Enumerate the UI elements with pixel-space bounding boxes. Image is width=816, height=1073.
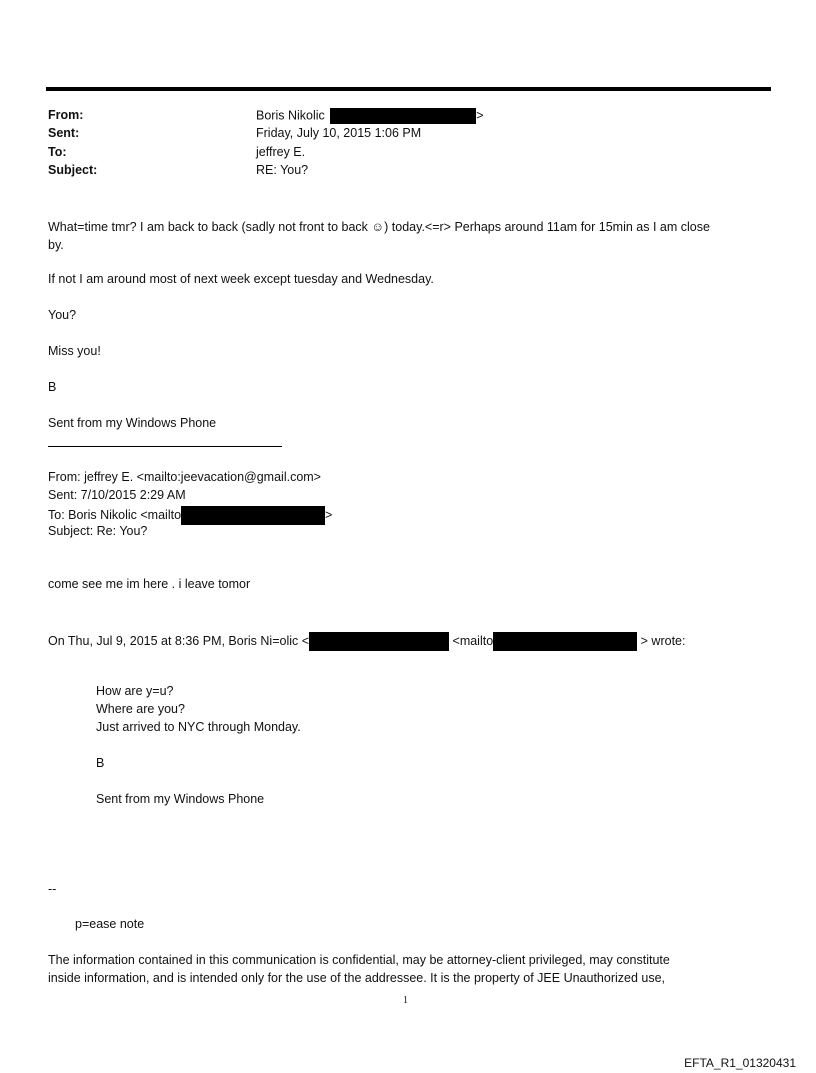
quoted-to-trail: > [325,507,333,522]
inner-line-1: How are y=u? [96,684,174,698]
wrote-mid: <mailto [452,633,494,648]
quoted-subject: Subject: Re: You? [48,524,148,538]
inner-line-2: Where are you? [96,702,185,716]
signature-note: p=ease note [75,917,145,931]
top-rule [46,87,771,91]
redaction-block [309,632,449,651]
wrote-prefix: On Thu, Jul 9, 2015 at 8:36 PM, Boris Ni=olic < [48,633,310,648]
sent-label: Sent: [48,126,80,140]
page-number: 1 [403,995,408,1006]
redaction-block [181,506,325,525]
to-label: To: [48,145,67,159]
redaction-block [330,108,476,124]
quoted-message: come see me im here . i leave tomor [48,577,251,591]
inner-signoff: B [96,756,105,770]
subject-label: Subject: [48,163,98,177]
body-line-3: You? [48,308,77,322]
inner-line-3: Just arrived to NYC through Monday. [96,720,301,734]
from-label: From: [48,108,84,122]
from-name: Boris Nikolic [256,108,325,123]
body-line-1b: by. [48,238,64,252]
document-id: EFTA_R1_01320431 [684,1056,796,1070]
quoted-to-prefix: To: Boris Nikolic <mailto [48,507,182,522]
sent-value: Friday, July 10, 2015 1:06 PM [256,126,422,140]
to-value: jeffrey E. [256,145,306,159]
body-line-2: If not I am around most of next week except tuesday and Wednesday. [48,272,434,286]
body-sent-from: Sent from my Windows Phone [48,416,217,430]
from-value [256,108,484,124]
subject-value: RE: You? [256,163,309,177]
wrote-suffix: > wrote: [640,633,686,648]
disclaimer-line-2: inside information, and is intended only for the use of the addressee. It is the property of JEE Unauthorized use, [48,971,666,985]
redaction-block [493,632,637,651]
quoted-wrote-line [48,632,685,651]
from-trail: > [476,108,484,123]
signature-dashes: -- [48,882,57,896]
body-line-1a: What=time tmr? I am back to back (sadly not front to back ☺) today.<=r> Perhaps around 11am for 15min as I am close [48,220,710,234]
quoted-sent: Sent: 7/10/2015 2:29 AM [48,488,186,502]
quoted-from: From: jeffrey E. <mailto:jeevacation@gmail.com> [48,470,321,484]
body-signoff: B [48,380,57,394]
disclaimer-line-1: The information contained in this communication is confidential, may be attorney-client privileged, may constitute [48,953,670,967]
body-line-4: Miss you! [48,344,101,358]
quoted-to [48,506,332,525]
inner-sent-from: Sent from my Windows Phone [96,792,265,806]
body-line-1 [48,218,773,254]
separator-line [48,446,282,447]
